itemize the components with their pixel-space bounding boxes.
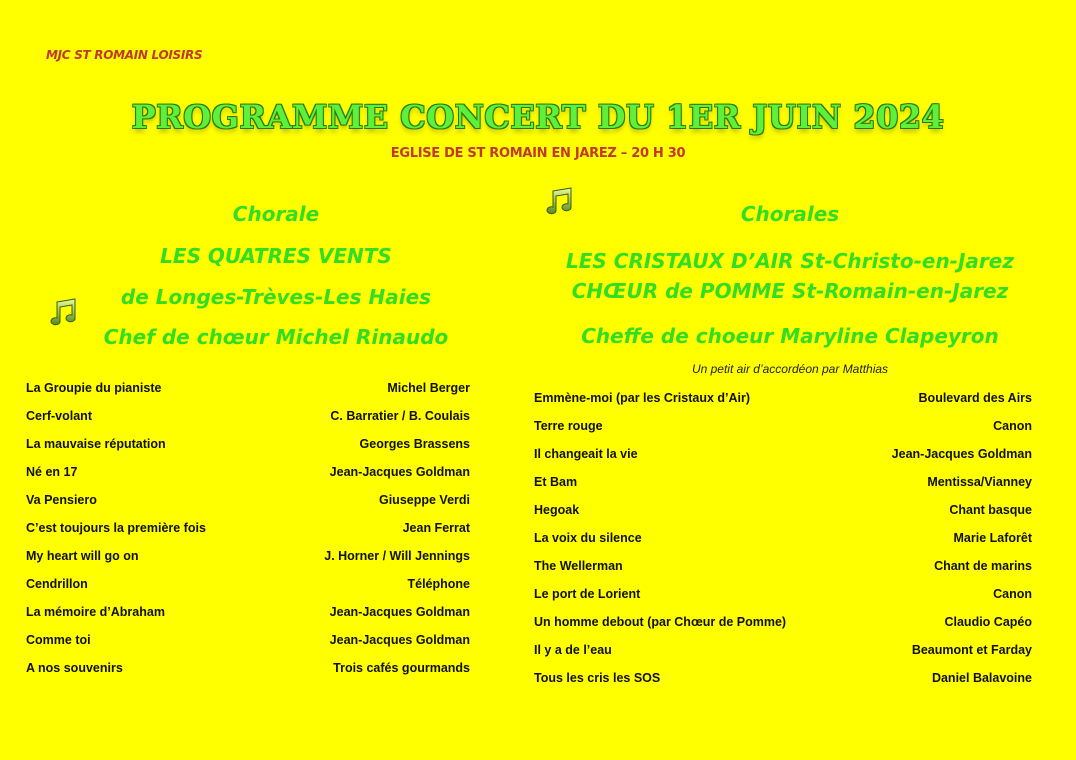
right-song-row <box>534 559 1032 577</box>
song-title: Un homme debout (par Chœur de Pomme) <box>534 615 787 629</box>
song-artist: Michel Berger <box>387 381 470 395</box>
organization-name: MJC ST ROMAIN LOISIRS <box>46 48 203 62</box>
song-artist: C. Barratier / B. Coulais <box>330 409 470 423</box>
music-note-icon <box>48 298 78 326</box>
song-artist: Beaumont et Farday <box>911 643 1032 657</box>
left-song-row <box>26 521 470 539</box>
page-title: PROGRAMME CONCERT DU 1ER JUIN 2024 <box>131 98 945 136</box>
song-title: La voix du silence <box>534 531 642 545</box>
song-artist: Jean-Jacques Goldman <box>891 447 1032 461</box>
song-title: Le port de Lorient <box>534 587 641 601</box>
right-choir-name-1: LES CRISTAUX D’AIR St-Christo-en-Jarez <box>566 249 1014 273</box>
song-artist: Jean-Jacques Goldman <box>329 465 470 479</box>
song-artist: Chant de marins <box>934 559 1032 573</box>
right-song-row <box>534 587 1032 605</box>
right-song-row <box>534 419 1032 437</box>
left-song-row <box>26 409 470 427</box>
song-title: La Groupie du pianiste <box>26 381 162 395</box>
accordion-note: Un petit air d’accordéon par Matthias <box>691 362 889 376</box>
song-title: La mauvaise réputation <box>26 437 166 451</box>
left-song-row <box>26 493 470 511</box>
song-title: Cendrillon <box>26 577 88 591</box>
right-song-row <box>534 643 1032 661</box>
song-title: Terre rouge <box>534 419 603 433</box>
song-title: C’est toujours la première fois <box>26 521 206 535</box>
song-artist: Canon <box>993 419 1032 433</box>
left-choir-name: LES QUATRES VENTS <box>160 244 392 268</box>
left-song-row <box>26 465 470 483</box>
left-song-row <box>26 661 470 679</box>
right-choir-name-2: CHŒUR de POMME St-Romain-en-Jarez <box>571 279 1009 303</box>
song-artist: Georges Brassens <box>359 437 470 451</box>
right-choir-conductor: Cheffe de choeur Maryline Clapeyron <box>581 324 999 348</box>
song-artist: Daniel Balavoine <box>931 671 1032 685</box>
song-title: My heart will go on <box>26 549 139 563</box>
left-song-row <box>26 577 470 595</box>
right-song-row <box>534 447 1032 465</box>
song-title: A nos souvenirs <box>26 661 123 675</box>
song-artist: Jean-Jacques Goldman <box>329 633 470 647</box>
song-title: Emmène-moi (par les Cristaux d’Air) <box>534 391 751 405</box>
song-artist: Marie Laforêt <box>953 531 1032 545</box>
song-title: Comme toi <box>26 633 91 647</box>
song-title: Et Bam <box>534 475 578 489</box>
right-song-row <box>534 671 1032 689</box>
left-song-row <box>26 633 470 651</box>
right-choir-label: Chorales <box>740 202 840 226</box>
song-title: Il changeait la vie <box>534 447 638 461</box>
song-title: Cerf-volant <box>26 409 92 423</box>
song-title: Né en 17 <box>26 465 78 479</box>
right-song-row <box>534 531 1032 549</box>
right-song-row <box>534 475 1032 493</box>
left-song-row <box>26 605 470 623</box>
song-title: Il y a de l’eau <box>534 643 612 657</box>
song-artist: Téléphone <box>407 577 470 591</box>
song-artist: Jean-Jacques Goldman <box>329 605 470 619</box>
right-song-row <box>534 391 1032 409</box>
left-choir-conductor: Chef de chœur Michel Rinaudo <box>103 325 449 349</box>
song-artist: Boulevard des Airs <box>918 391 1032 405</box>
song-title: La mémoire d’Abraham <box>26 605 165 619</box>
song-artist: Giuseppe Verdi <box>378 493 470 507</box>
song-title: The Wellerman <box>534 559 623 573</box>
song-artist: J. Horner / Will Jennings <box>324 549 470 563</box>
left-song-row <box>26 437 470 455</box>
song-artist: Claudio Capéo <box>944 615 1032 629</box>
song-title: Tous les cris les SOS <box>534 671 661 685</box>
song-artist: Mentissa/Vianney <box>927 475 1032 489</box>
song-artist: Chant basque <box>949 503 1032 517</box>
left-song-row <box>26 381 470 399</box>
venue-subtitle: EGLISE DE ST ROMAIN EN JAREZ – 20 H 30 <box>390 146 686 161</box>
left-song-row <box>26 549 470 567</box>
right-song-row <box>534 615 1032 633</box>
left-choir-town: de Longes-Trèves-Les Haies <box>120 285 432 309</box>
song-artist: Jean Ferrat <box>402 521 470 535</box>
left-choir-label: Chorale <box>232 202 320 226</box>
song-artist: Trois cafés gourmands <box>333 661 470 675</box>
music-note-icon <box>544 187 574 215</box>
song-artist: Canon <box>993 587 1032 601</box>
song-title: Va Pensiero <box>26 493 97 507</box>
song-title: Hegoak <box>534 503 580 517</box>
right-song-row <box>534 503 1032 521</box>
